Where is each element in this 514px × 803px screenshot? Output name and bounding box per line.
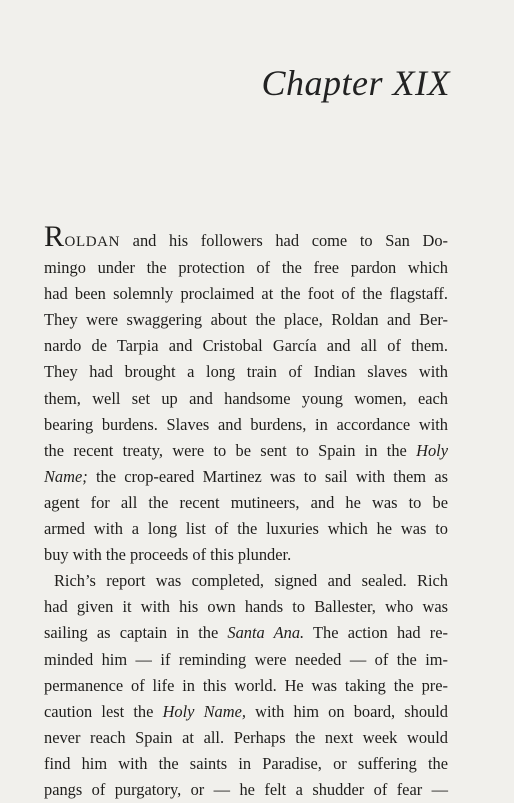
- line-text: The action had re-: [304, 623, 448, 643]
- text-line: bearing burdens. Slaves and burdens, in accordance with: [44, 414, 448, 434]
- body-text: [44, 220, 448, 803]
- chapter-title: Chapter XIX: [261, 63, 450, 103]
- italic-title: Name;: [44, 466, 88, 486]
- text-line: had given it with his own hands to Ballester, who was: [44, 597, 448, 617]
- text-line: [44, 699, 448, 725]
- drop-cap: R: [44, 220, 65, 253]
- text-line: never reach Spain at all. Perhaps the next week would: [44, 727, 448, 747]
- text-line: agent for all the recent mutineers, and he was to be: [44, 492, 448, 512]
- line-text: caution lest the: [44, 701, 163, 721]
- text-line: armed with a long list of the luxuries which he was to: [44, 519, 448, 539]
- text-line: They had brought a long train of Indian slaves with: [44, 362, 448, 382]
- text-line: had been solemnly proclaimed at the foot of the flagstaff.: [44, 284, 448, 304]
- line-text: and his followers had come to San Do-: [120, 231, 448, 250]
- text-line: [44, 220, 448, 255]
- text-line: [44, 464, 448, 490]
- line-text: the recent treaty, were to be sent to Spain in the: [44, 440, 417, 460]
- lead-word: OLDAN: [64, 234, 121, 250]
- italic-ship-name: Holy Name,: [162, 701, 246, 721]
- text-line: nardo de Tarpia and Cristobal García and all of them.: [44, 336, 448, 356]
- text-line: Rich’s report was completed, signed and sealed. Rich: [54, 571, 448, 591]
- text-line: [44, 620, 448, 646]
- text-line: pangs of purgatory, or — he felt a shudder of fear —: [44, 779, 448, 799]
- text-line: permanence of life in this world. He was taking the pre-: [44, 675, 448, 695]
- text-line: minded him — if reminding were needed — of the im-: [44, 649, 448, 669]
- line-text: the crop-eared Martinez was to sail with them as: [87, 466, 448, 486]
- text-line: buy with the proceeds of this plunder.: [44, 545, 292, 565]
- text-line: [44, 438, 448, 464]
- text-line: find him with the saints in Paradise, or suffering the: [44, 753, 448, 773]
- text-line: mingo under the protection of the free pardon which: [44, 258, 448, 278]
- text-line: They were swaggering about the place, Roldan and Ber-: [44, 310, 448, 330]
- line-text: sailing as captain in the: [44, 623, 228, 643]
- italic-ship-name: Santa Ana.: [227, 623, 305, 643]
- paragraph-2: [44, 568, 448, 803]
- italic-title: Holy: [416, 440, 448, 460]
- line-text: with him on board, should: [245, 701, 448, 721]
- paragraph-1: [44, 220, 448, 568]
- text-line: them, well set up and handsome young women, each: [44, 388, 448, 408]
